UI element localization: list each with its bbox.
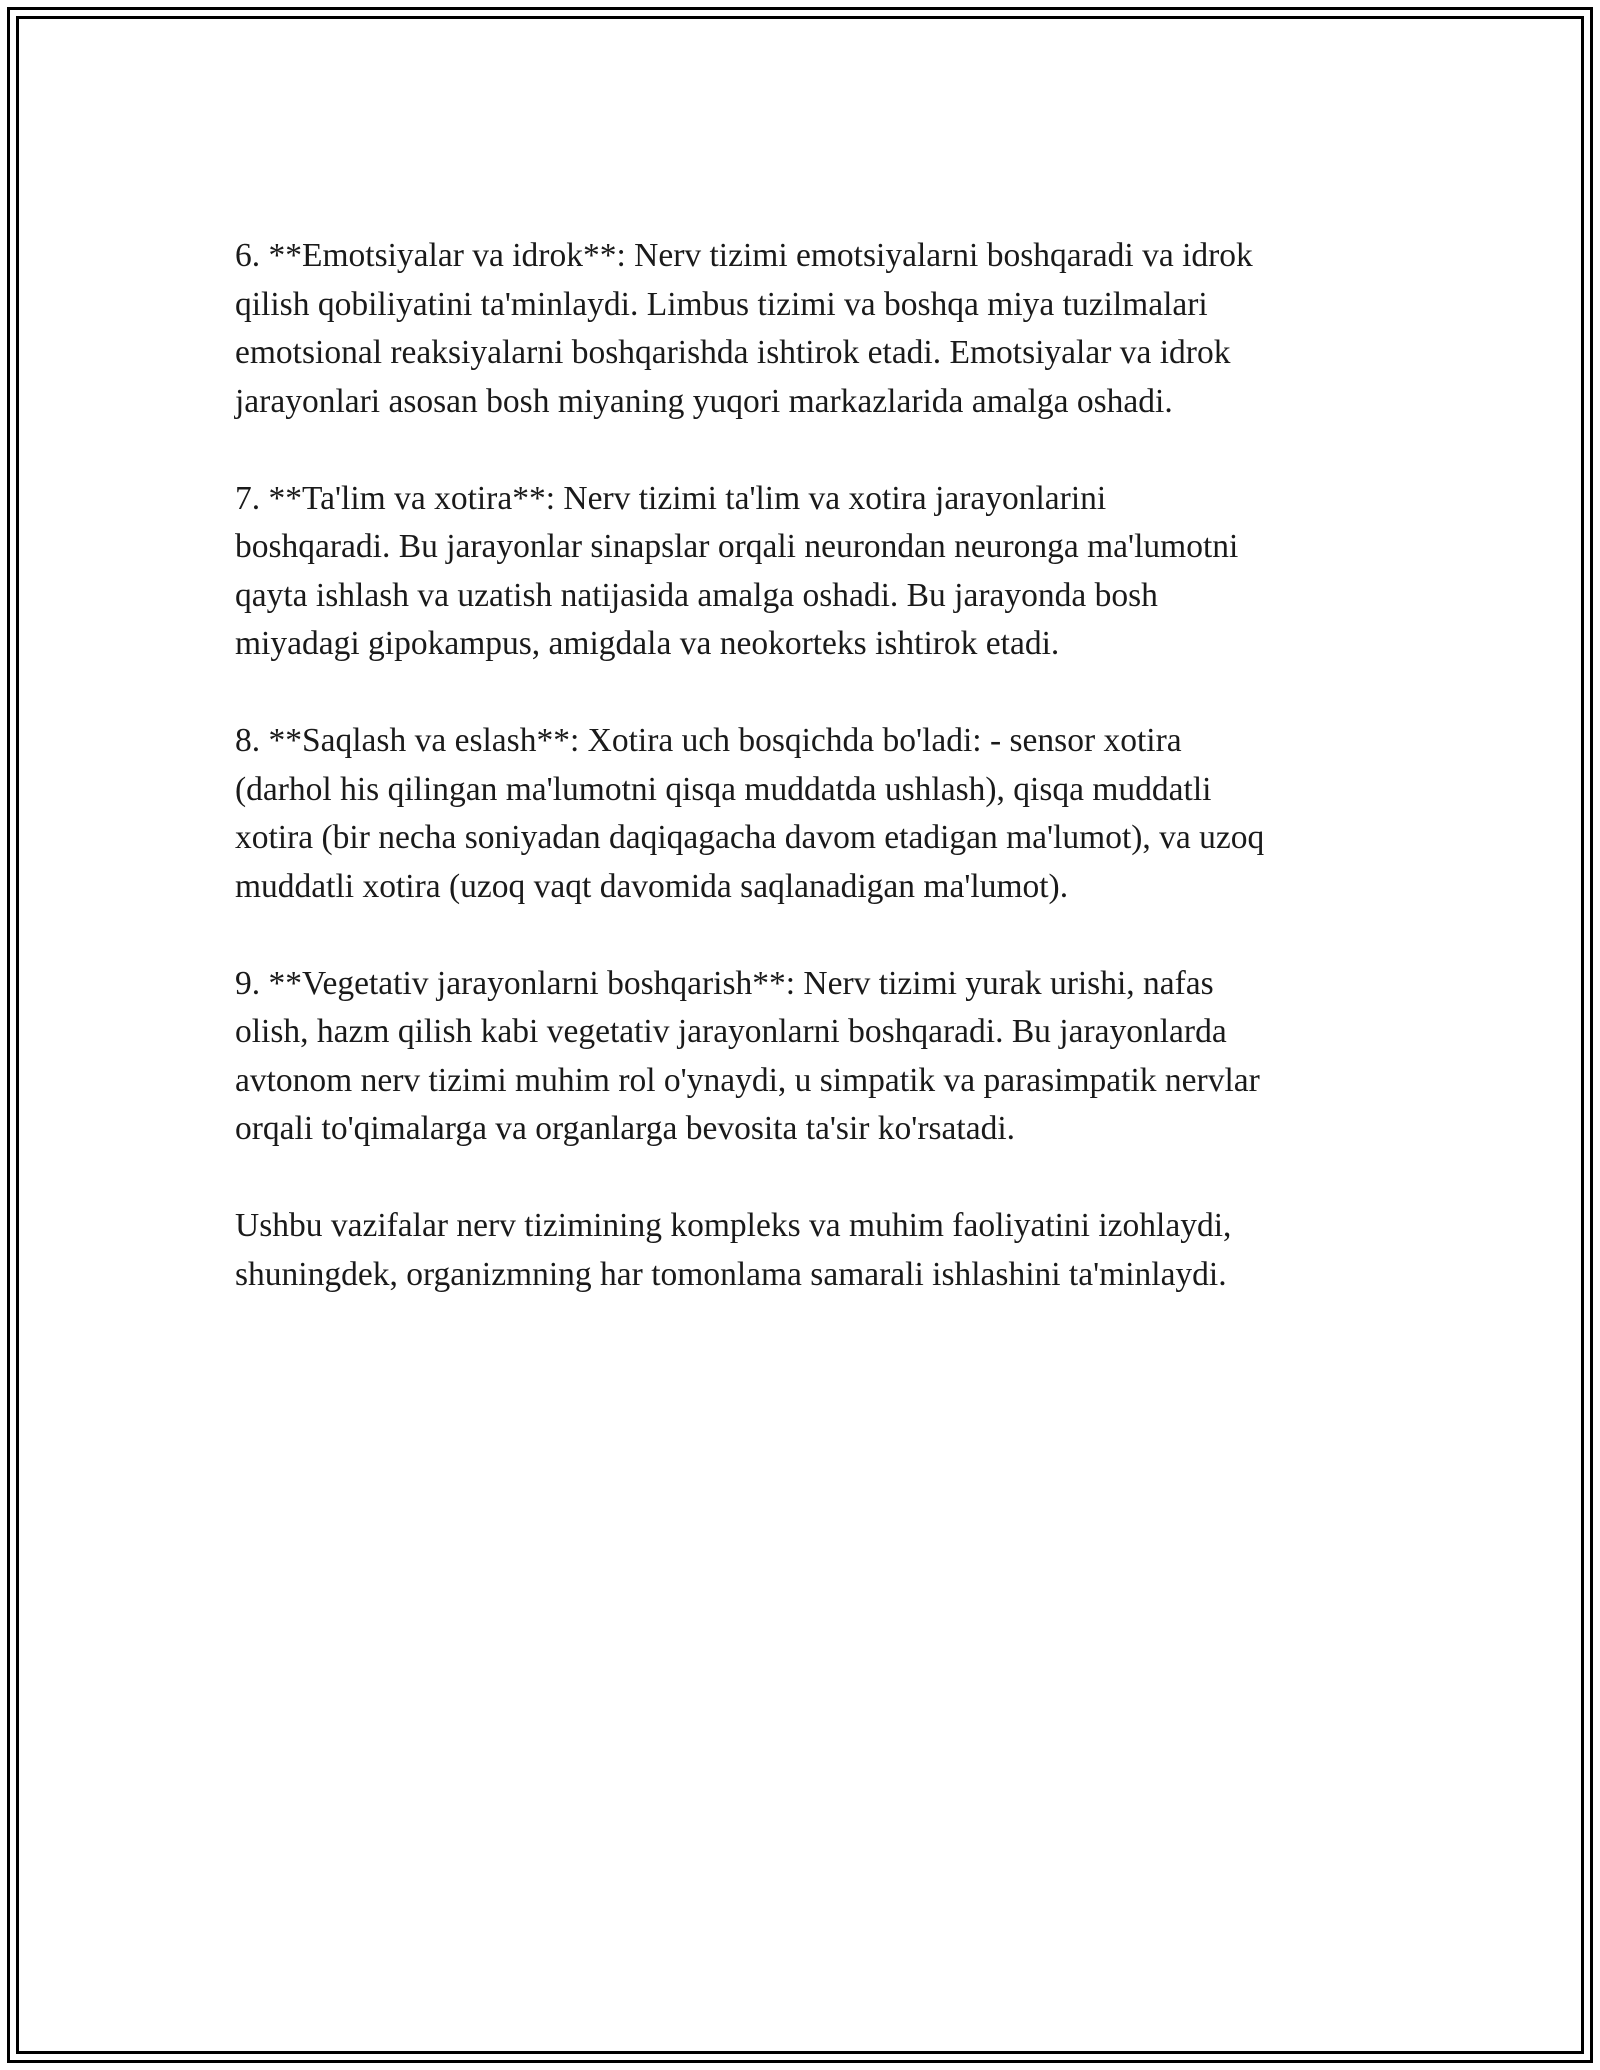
text-line: 6. **Emotsiyalar va idrok**: Nerv tizimi emotsiyalarni boshqaradi va idrok — [235, 237, 1253, 274]
text-line: muddatli xotira (uzoq vaqt davomida saqlanadigan ma'lumot). — [235, 867, 1069, 905]
document-body — [235, 232, 1370, 1299]
text-line: avtonom nerv tizimi muhim rol o'ynaydi, u simpatik va parasimpatik nervlar — [235, 1061, 1260, 1099]
paragraph-vegetativ — [235, 960, 1370, 1154]
text-line: 9. **Vegetativ jarayonlarni boshqarish**: Nerv tizimi yurak urishi, nafas — [235, 964, 1214, 1002]
text-line: qilish qobiliyatini ta'minlaydi. Limbus tizimi va boshqa miya tuzilmalari — [235, 285, 1208, 323]
text-line: miyadagi gipokampus, amigdala va neokorteks ishtirok etadi. — [235, 625, 1060, 662]
paragraph-conclusion — [235, 1202, 1370, 1299]
text-line: qayta ishlash va uzatish natijasida amalga oshadi. Bu jarayonda bosh — [235, 576, 1158, 614]
text-line: 8. **Saqlash va eslash**: Xotira uch bosqichda bo'ladi: - sensor xotira — [235, 722, 1182, 759]
text-line: emotsional reaksiyalarni boshqarishda ishtirok etadi. Emotsiyalar va idrok — [235, 334, 1231, 371]
text-line: Ushbu vazifalar nerv tizimining kompleks va muhim faoliyatini izohlaydi, — [235, 1207, 1232, 1244]
text-line: olish, hazm qilish kabi vegetativ jarayonlarni boshqaradi. Bu jarayonlarda — [235, 1013, 1227, 1050]
text-line: (darhol his qilingan ma'lumotni qisqa muddatda ushlash), qisqa muddatli — [235, 770, 1212, 808]
text-line: boshqaradi. Bu jarayonlar sinapslar orqali neurondan neuronga ma'lumotni — [235, 528, 1239, 565]
text-line: xotira (bir necha soniyadan daqiqagacha davom etadigan ma'lumot), va uzoq — [235, 819, 1265, 856]
paragraph-emotsiyalar — [235, 232, 1370, 426]
paragraph-saqlash — [235, 717, 1370, 911]
text-line: orqali to'qimalarga va organlarga bevosita ta'sir ko'rsatadi. — [235, 1110, 1016, 1147]
text-line: jarayonlari asosan bosh miyaning yuqori markazlarida amalga oshadi. — [235, 382, 1173, 420]
paragraph-talim — [235, 475, 1370, 669]
text-line: 7. **Ta'lim va xotira**: Nerv tizimi ta'lim va xotira jarayonlarini — [235, 479, 1107, 517]
text-line: shuningdek, organizmning har tomonlama samarali ishlashini ta'minlaydi. — [235, 1255, 1227, 1293]
